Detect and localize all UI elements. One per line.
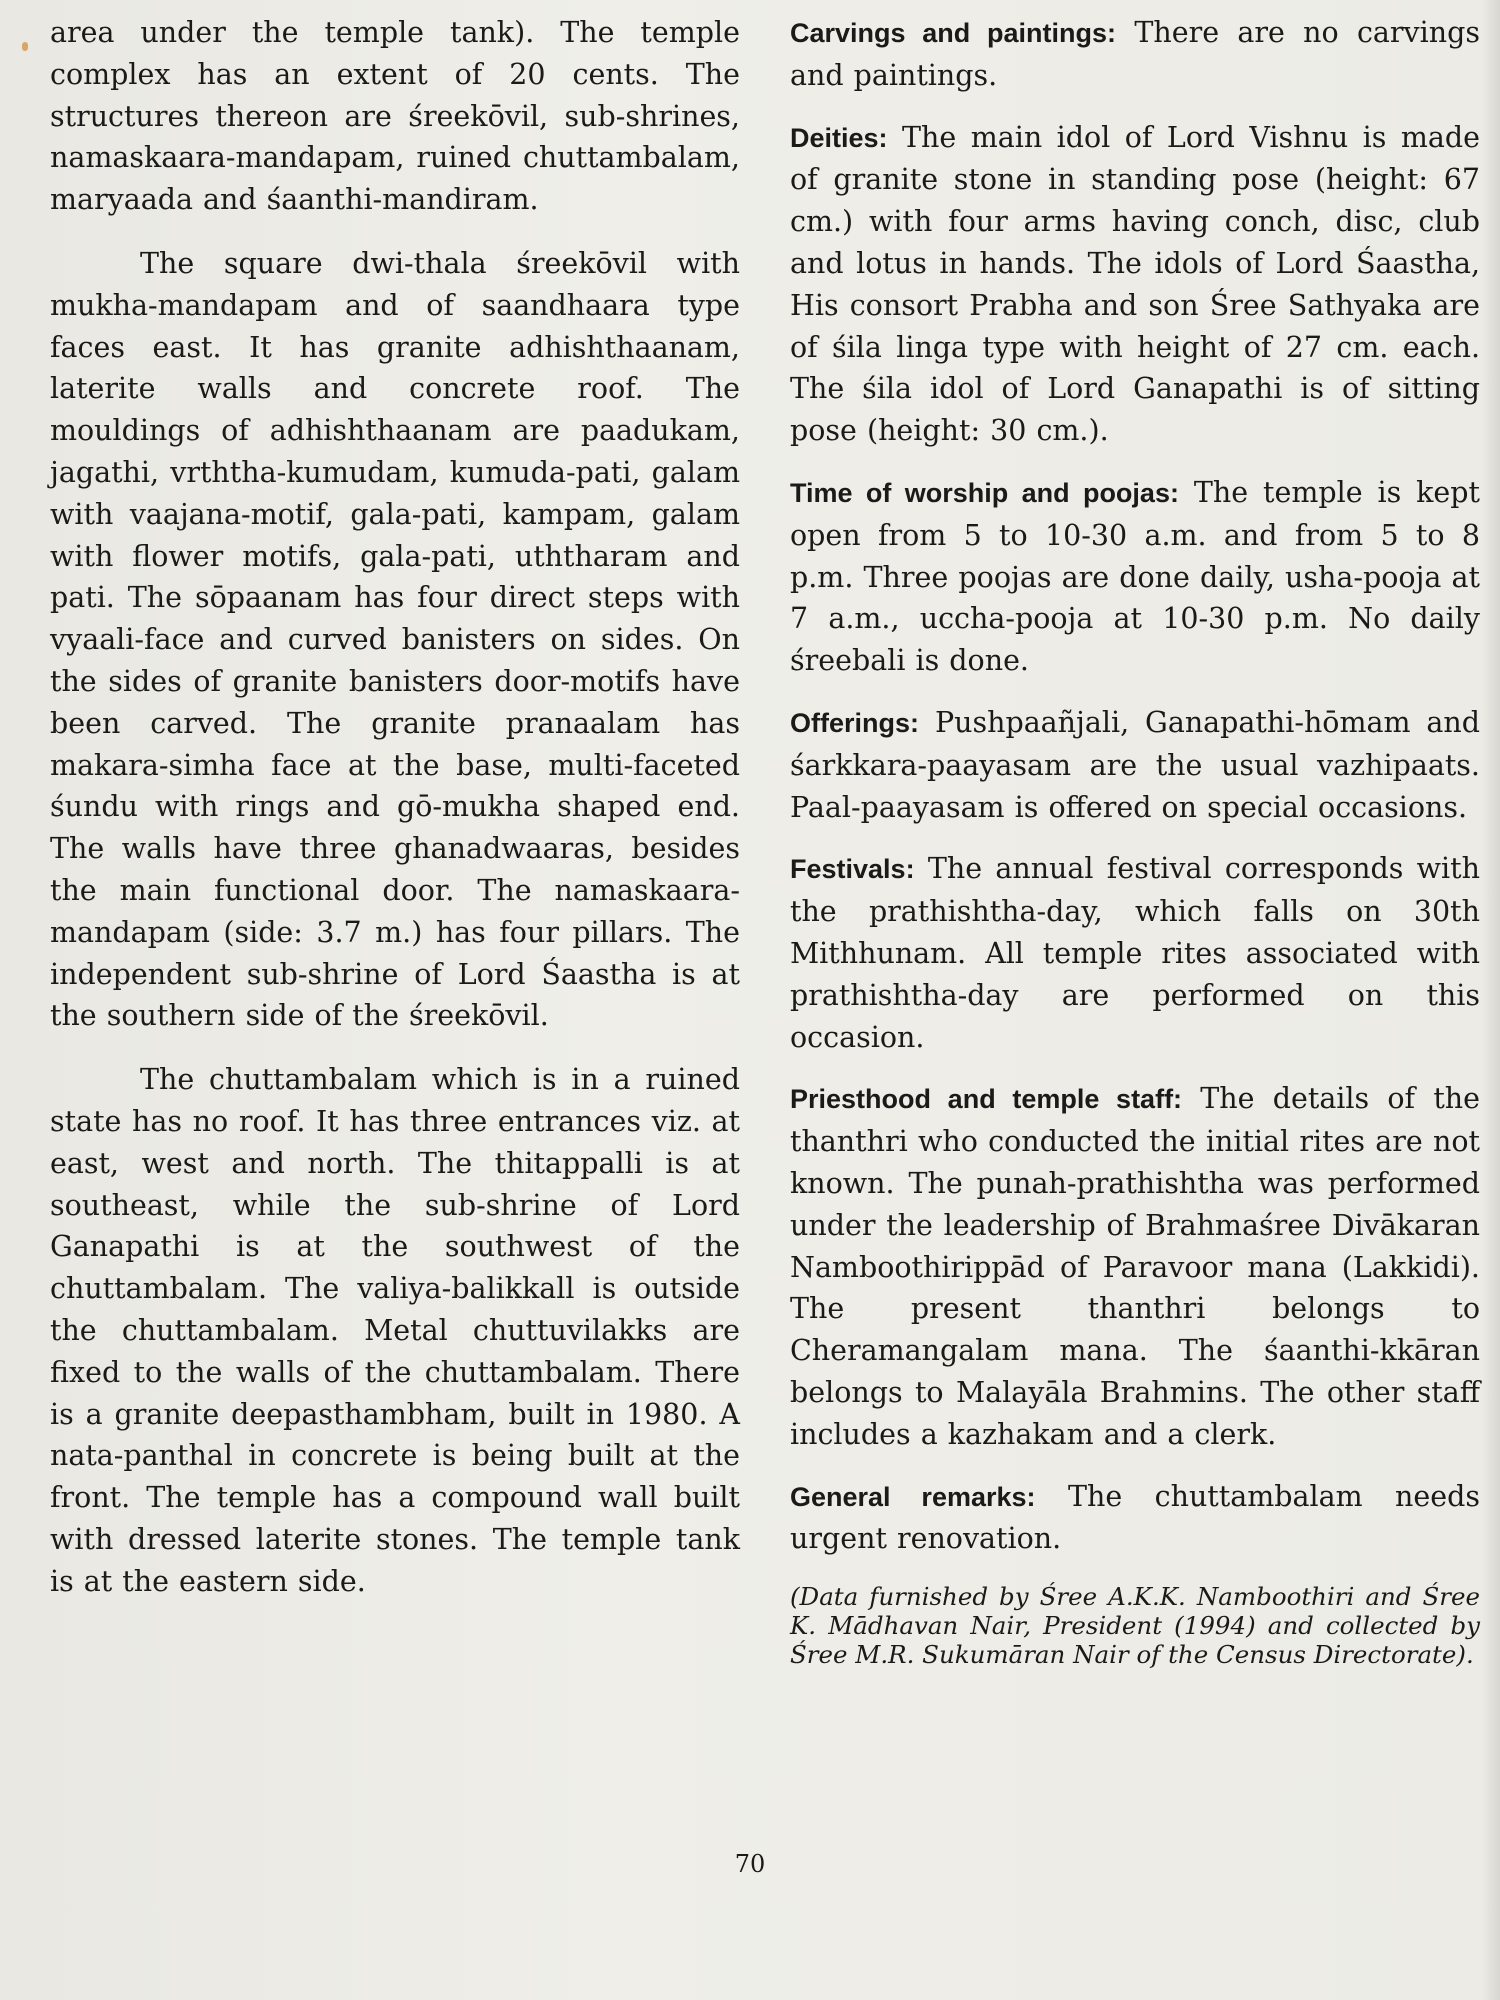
section-heading: Time of worship and poojas: — [790, 477, 1179, 508]
page-edge-shadow — [1482, 0, 1500, 2000]
section-heading: Deities: — [790, 122, 888, 153]
left-column — [50, 12, 740, 1602]
section-text: The main idol of Lord Vishnu is made of granite stone in standing pose (height: 67 cm.) with four arms having conch, disc, club and lotus in hands. The idols of Lord Śaastha, His consort Prabha and son Śree Sathyaka are of śila linga type with height of 27 cm. each. The śila idol of Lord Ganapathi is of sitting pose (height: 30 cm.). — [790, 120, 1480, 448]
section-heading: Priesthood and temple staff: — [790, 1084, 1183, 1115]
section-festivals — [790, 848, 1480, 1058]
section-heading: Festivals: — [790, 854, 915, 885]
section-remarks — [790, 1476, 1480, 1561]
section-text: The chuttambalam needs urgent renovation. — [790, 1479, 1480, 1556]
section-offerings — [790, 702, 1480, 828]
ink-spot — [22, 42, 28, 51]
section-heading: General remarks: — [790, 1481, 1036, 1512]
left-paragraph-1: area under the temple tank). The temple complex has an extent of 20 cents. The structures thereon are śreekōvil, sub-shrines, namaskaara-mandapam, ruined chuttambalam, maryaada and śaanthi-mandiram. — [50, 16, 740, 217]
section-text: The temple is kept open from 5 to 10-30 a.m. and from 5 to 8 p.m. Three poojas are done daily, usha-pooja at 7 a.m., uccha-pooja at 10-30 p.m. No daily śreebali is done. — [790, 475, 1480, 678]
right-column — [790, 12, 1480, 1669]
section-worship — [790, 472, 1480, 682]
left-paragraph-2: The square dwi-thala śreekōvil with mukha-mandapam and of saandhaara type faces east. It has granite adhishthaanam, laterite walls and concrete roof. The mouldings of adhishthaanam are paadukam, jagathi, vrththa-kumudam, kumuda-pati, galam with vaajana-motif, gala-pati, kampam, galam with flower motifs, gala-pati, uththaram and pati. The sōpaanam has four direct steps with vyaali-face and curved banisters on sides. On the sides of granite banisters door-motifs have been carved. The granite pranaalam has makara-simha face at the base, multi-faceted śundu with rings and gō-mukha shaped end. The walls have three ghanadwaaras, besides the main functional door. The namaskaara-mandapam (side: 3.7 m.) has four pillars. The independent sub-shrine of Lord Śaastha is at the southern side of the śreekōvil. — [50, 246, 740, 1033]
section-text: There are no carvings and paintings. — [790, 16, 1480, 92]
section-text: The details of the thanthri who conducted the initial rites are not known. The punah-prathishtha was performed under the leadership of Brahmaśree Divākaran Namboothirippād of Paravoor mana (Lakkidi). The present thanthri belongs to Cheramangalam mana. The śaanthi-kkāran belongs to Malayāla Brahmins. The other staff includes a kazhakam and a clerk. — [790, 1082, 1481, 1451]
section-text: Pushpaañjali, Ganapathi-hōmam and śarkkara-paayasam are the usual vazhipaats. Paal-paayasam is offered on special occasions. — [790, 705, 1481, 824]
section-deities — [790, 117, 1480, 452]
section-heading: Offerings: — [790, 707, 920, 738]
section-carvings — [790, 12, 1480, 97]
data-source-citation: (Data furnished by Śree A.K.K. Namboothiri and Śree K. Mādhavan Nair, President (1994) and collected by Śree M.R. Sukumāran Nair of the Census Directorate). — [790, 1582, 1480, 1670]
section-text: The annual festival corresponds with the prathishtha-day, which falls on 30th Mithhunam. All temple rites associated with prathishtha-day are performed on this occasion. — [790, 852, 1480, 1054]
page-number: 70 — [734, 1850, 766, 1878]
section-priesthood — [790, 1078, 1480, 1455]
left-paragraph-3: The chuttambalam which is in a ruined state has no roof. It has three entrances viz. at east, west and north. The thitappalli is at southeast, while the sub-shrine of Lord Ganapathi is at the southwest of the chuttambalam. The valiya-balikkall is outside the chuttambalam. Metal chuttuvilakks are fixed to the walls of the chuttambalam. There is a granite deepasthambham, built in 1980. A nata-panthal in concrete is being built at the front. The temple has a compound wall built with dressed laterite stones. The temple tank is at the eastern side. — [50, 1063, 740, 1598]
section-heading: Carvings and paintings: — [790, 18, 1117, 48]
